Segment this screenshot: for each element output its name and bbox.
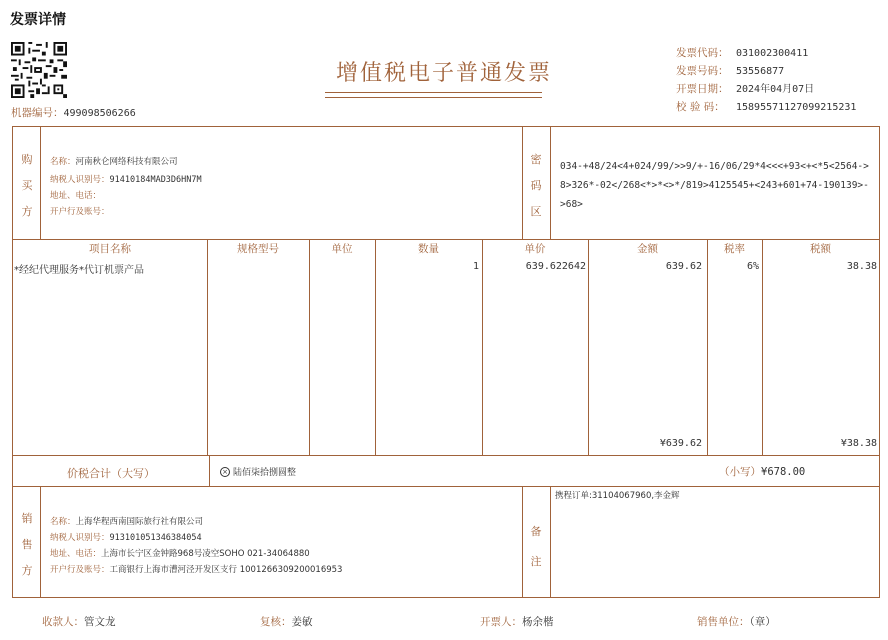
divider	[209, 455, 210, 486]
divider	[207, 239, 208, 455]
total-words	[220, 465, 296, 478]
invoice-table	[12, 126, 880, 598]
meta-label: 开票日期：	[676, 83, 729, 95]
side-char: 备	[530, 525, 542, 538]
field-label: 地址、电话：	[50, 549, 102, 559]
seller-tax-id	[50, 531, 202, 543]
side-char: 买	[21, 179, 33, 192]
side-char: 密	[530, 153, 542, 166]
side-char: 方	[21, 205, 33, 218]
side-char: 码	[530, 179, 542, 192]
divider	[13, 486, 879, 487]
seller-name	[50, 515, 203, 527]
meta-invoice-number	[676, 62, 856, 80]
seller-bank	[50, 563, 342, 575]
side-char: 区	[530, 205, 542, 218]
footer-label: 复核：	[260, 616, 292, 628]
invoice-meta	[676, 44, 856, 116]
meta-invoice-code	[676, 44, 856, 62]
footer-value: 管文龙	[84, 616, 116, 628]
total-small	[719, 464, 805, 479]
cipher-line: >68>	[560, 199, 583, 210]
machine-number-label: 机器编号：	[11, 107, 64, 119]
field-value: 上海市长宁区金钟路968号凌空SOHO 021-34064880	[101, 549, 310, 559]
meta-check-code	[676, 98, 856, 116]
header-spec: 规格型号	[237, 243, 279, 255]
meta-value: 2024年04月07日	[736, 84, 815, 95]
buyer-name	[50, 155, 178, 167]
item-qty: 1	[472, 261, 479, 272]
field-label: 纳税人识别号：	[50, 175, 110, 185]
meta-value: 53556877	[736, 66, 785, 77]
title-underline	[325, 92, 542, 98]
item-name: *经纪代理服务*代订机票产品	[14, 265, 144, 276]
field-label: 开户行及账号：	[50, 207, 110, 217]
divider	[13, 239, 879, 240]
meta-issue-date	[676, 80, 856, 98]
circle-x-icon: ×	[220, 467, 230, 477]
field-label: 名称：	[50, 517, 76, 527]
buyer-address	[50, 189, 101, 201]
item-amount: 639.62	[665, 261, 702, 272]
header-tax-rate: 税率	[724, 243, 745, 255]
remarks-value: 携程订单:31104067960,李金辉	[555, 491, 680, 501]
buyer-bank	[50, 205, 110, 217]
header-item-name: 项目名称	[89, 243, 131, 255]
field-label: 纳税人识别号：	[50, 533, 110, 543]
buyer-side-label	[13, 151, 41, 219]
total-small-label: （小写）	[719, 466, 761, 478]
cipher-text	[560, 157, 878, 214]
cipher-side-label	[522, 151, 550, 219]
divider	[13, 455, 879, 456]
cipher-line: 034-+48/24<4+024/99/>>9/+-16/06/29*4<<<+93<+<*5<2564->	[560, 161, 869, 172]
footer-value: 杨余楷	[522, 616, 554, 628]
footer-reviewer	[260, 614, 313, 629]
sum-amount: ¥639.62	[659, 438, 702, 449]
side-char: 注	[530, 555, 542, 568]
machine-number-value: 499098506266	[63, 108, 136, 119]
item-price: 639.622642	[525, 261, 586, 272]
field-label: 名称：	[50, 157, 76, 167]
meta-value: 031002300411	[736, 48, 809, 59]
field-label: 地址、电话：	[50, 191, 102, 201]
divider	[550, 486, 551, 598]
remarks-side-label	[522, 523, 550, 569]
field-value: 河南秋仑网络科技有限公司	[75, 157, 178, 167]
header-unit: 单位	[331, 243, 353, 255]
buyer-tax-id	[50, 173, 202, 185]
meta-label: 发票号码：	[676, 65, 729, 77]
remarks-text	[555, 489, 680, 501]
machine-number	[11, 105, 136, 120]
invoice-title: 增值税电子普通发票	[335, 61, 552, 86]
seller-side-label	[13, 510, 41, 578]
meta-value: 15895571127099215231	[736, 102, 857, 113]
item-tax-rate: 6%	[746, 261, 759, 272]
field-label: 开户行及账号：	[50, 565, 110, 575]
footer-issuer	[480, 614, 554, 629]
side-char: 售	[21, 538, 33, 551]
meta-label: 发票代码：	[676, 47, 729, 59]
page-title: 发票详情	[10, 12, 66, 28]
footer-label: 销售单位：	[697, 616, 750, 628]
total-words-value: 陆佰柒拾捌圆整	[233, 468, 297, 478]
header-tax: 税额	[810, 243, 831, 255]
sum-tax: ¥38.38	[840, 438, 877, 449]
seller-address	[50, 547, 310, 559]
footer-value: 姜敏	[291, 616, 313, 628]
footer-label: 收款人：	[42, 616, 84, 628]
total-small-value: ¥678.00	[761, 466, 806, 478]
item-tax: 38.38	[846, 261, 877, 272]
field-value: 工商银行上海市漕河泾开发区支行 1001266309200016953	[109, 565, 343, 575]
footer-label: 开票人：	[480, 616, 522, 628]
field-value: 上海华程西南国际旅行社有限公司	[75, 517, 204, 527]
meta-label: 校 验 码：	[676, 101, 725, 113]
side-char: 方	[21, 564, 33, 577]
divider	[309, 239, 310, 455]
header-qty: 数量	[418, 243, 439, 255]
side-char: 销	[21, 512, 33, 525]
footer-value: （章）	[749, 616, 776, 628]
footer-seller-unit	[697, 614, 776, 629]
header-price: 单价	[524, 243, 546, 255]
field-value: 913101051346384054	[109, 533, 202, 543]
header-amount: 金额	[637, 243, 658, 255]
total-label: 价税合计（大写）	[67, 467, 155, 480]
divider	[550, 127, 551, 239]
cipher-line: 8>326*-02</268<*>*<>*/819>4125545+<243+601+74-190139>-	[560, 180, 869, 191]
footer-payee	[42, 614, 116, 629]
field-value: 91410184MAD3D6HN7M	[109, 175, 202, 185]
side-char: 购	[21, 153, 33, 166]
